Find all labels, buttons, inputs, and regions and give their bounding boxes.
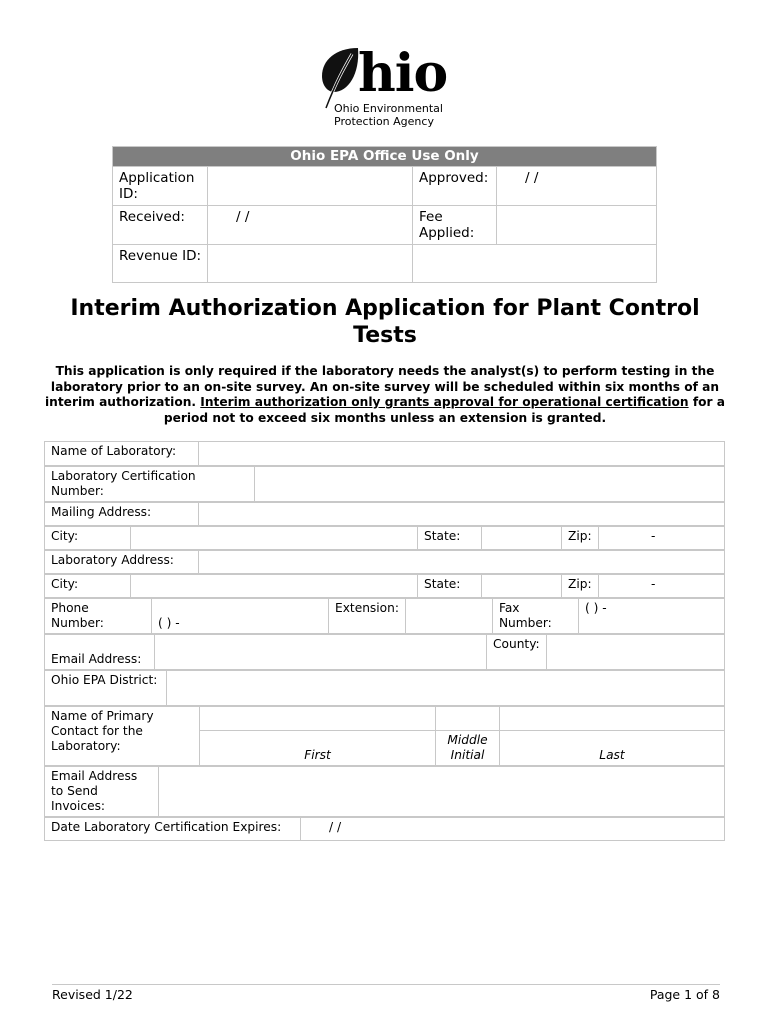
form-row-mailing-city — [44, 526, 725, 550]
form-row-invoice-email — [44, 766, 725, 817]
district-label: Ohio EPA District: — [45, 671, 167, 706]
contact-middle-field[interactable] — [436, 707, 500, 731]
form-row-cert-expires — [44, 817, 725, 841]
first-caption: First — [200, 731, 436, 766]
contact-last-field[interactable] — [500, 707, 725, 731]
cert-expires-label: Date Laboratory Certification Expires: — [45, 818, 301, 841]
invoice-email-label: Email Address to Send Invoices: — [45, 767, 159, 817]
application-id-field[interactable] — [208, 167, 413, 206]
form-row-primary-contact — [44, 706, 725, 766]
received-field[interactable]: / / — [208, 206, 413, 245]
form-row-email — [44, 634, 725, 670]
phone-field[interactable]: ( ) - — [152, 599, 329, 634]
county-label: County: — [487, 635, 547, 670]
page-number: Page 1 of 8 — [649, 987, 720, 1002]
lab-city-field[interactable] — [131, 575, 418, 598]
lab-zip-field[interactable]: - — [599, 575, 725, 598]
form-row-lab-city — [44, 574, 725, 598]
lab-zip-label: Zip: — [562, 575, 599, 598]
fax-field[interactable]: ( ) - — [578, 599, 724, 634]
form-row-lab-address — [44, 550, 725, 574]
last-caption: Last — [500, 731, 725, 766]
middle-initial-caption: Middle Initial — [436, 731, 500, 766]
approved-field[interactable]: / / — [497, 167, 657, 206]
logo-word: hio — [358, 43, 448, 104]
mailing-address-field[interactable] — [199, 503, 725, 526]
mailing-address-label: Mailing Address: — [45, 503, 199, 526]
application-id-label: Application ID: — [113, 167, 208, 206]
county-field[interactable] — [546, 635, 724, 670]
ohio-epa-logo — [318, 43, 458, 132]
district-field[interactable] — [167, 671, 725, 706]
page-title: Interim Authorization Application for Plant Control Tests — [70, 296, 700, 348]
revised-date: Revised 1/22 — [52, 987, 133, 1002]
fee-applied-field[interactable] — [497, 206, 657, 245]
lab-state-field[interactable] — [482, 575, 562, 598]
intro-paragraph: This application is only required if the laboratory needs the analyst(s) to perform testing in the laboratory prior to an on-site survey. An on-site survey will be scheduled within six months of an interim authorization. Interim authorization only grants approval for operational certification for a period not to exceed six months unless an extension is granted. — [45, 364, 725, 425]
cert-number-field[interactable] — [255, 467, 725, 502]
contact-first-field[interactable] — [200, 707, 436, 731]
zip-label: Zip: — [562, 527, 599, 550]
lab-name-label: Name of Laboratory: — [45, 442, 199, 466]
city-field[interactable] — [131, 527, 418, 550]
revenue-id-label: Revenue ID: — [113, 245, 208, 283]
lab-address-label: Laboratory Address: — [45, 551, 199, 574]
form-row-lab-name — [44, 441, 725, 466]
cert-expires-field[interactable]: / / — [301, 818, 725, 841]
fax-label: Fax Number: — [492, 599, 578, 634]
lab-name-field[interactable] — [199, 442, 725, 466]
phone-label: Phone Number: — [45, 599, 152, 634]
form-row-district — [44, 670, 725, 706]
state-label: State: — [418, 527, 482, 550]
form-row-phone — [44, 598, 725, 634]
office-use-header: Ohio EPA Office Use Only — [113, 147, 657, 167]
approved-label: Approved: — [413, 167, 497, 206]
application-form — [44, 441, 725, 841]
lab-city-label: City: — [45, 575, 131, 598]
revenue-id-field[interactable] — [208, 245, 413, 283]
lab-state-label: State: — [418, 575, 482, 598]
fee-applied-label: Fee Applied: — [413, 206, 497, 245]
revenue-id-blank — [413, 245, 657, 283]
office-use-table — [112, 146, 657, 283]
form-row-mailing-address — [44, 502, 725, 526]
state-field[interactable] — [482, 527, 562, 550]
zip-field[interactable]: - — [599, 527, 725, 550]
email-field[interactable] — [155, 635, 487, 670]
lab-address-field[interactable] — [199, 551, 725, 574]
leaf-icon — [318, 46, 362, 110]
page-footer — [52, 984, 720, 1002]
city-label: City: — [45, 527, 131, 550]
agency-name: Ohio Environmental Protection Agency — [334, 102, 443, 128]
invoice-email-field[interactable] — [159, 767, 725, 817]
cert-number-label: Laboratory Certification Number: — [45, 467, 255, 502]
email-label: Email Address: — [45, 635, 155, 670]
received-label: Received: — [113, 206, 208, 245]
extension-field[interactable] — [405, 599, 492, 634]
form-row-cert-number — [44, 466, 725, 502]
intro-underlined: Interim authorization only grants approval for operational certification — [200, 395, 689, 409]
primary-contact-label: Name of Primary Contact for the Laboratory: — [45, 707, 200, 766]
extension-label: Extension: — [329, 599, 406, 634]
